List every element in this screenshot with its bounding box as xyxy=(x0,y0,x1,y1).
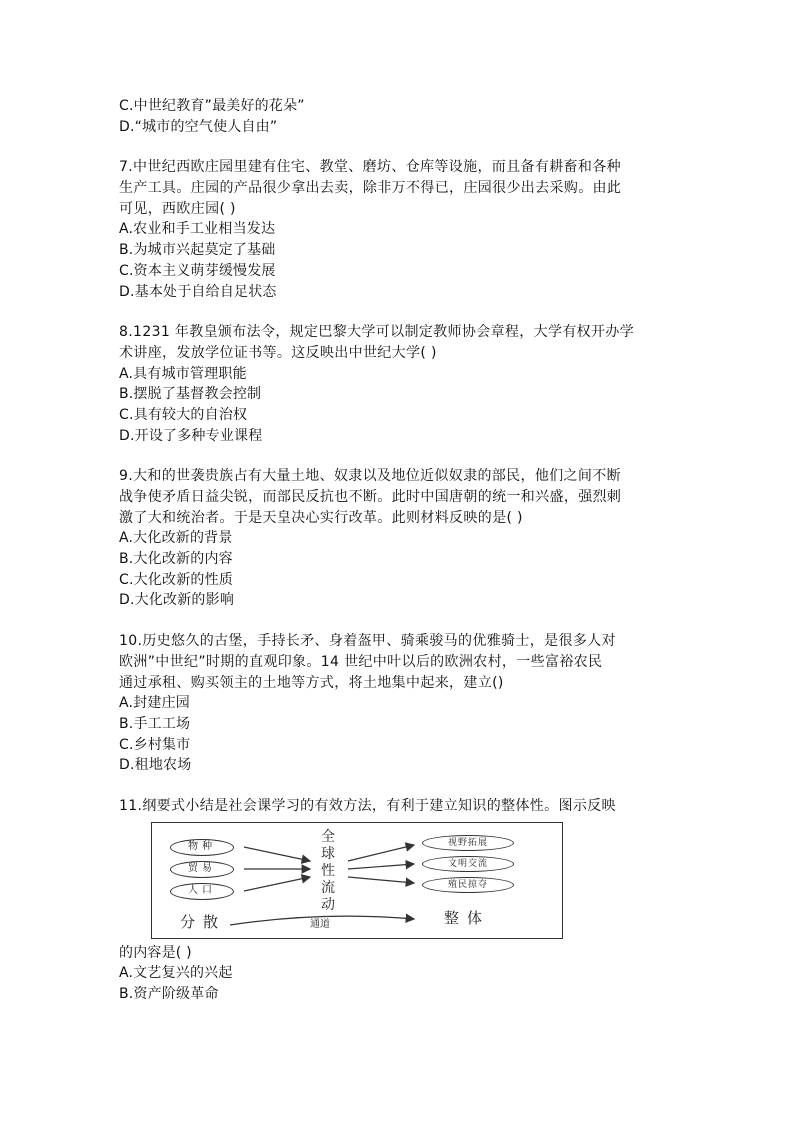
arrow-line xyxy=(244,877,310,891)
option-c: C.具有较大的自治权 xyxy=(119,406,248,423)
arrow-line xyxy=(348,877,414,883)
option-b: B.手工工场 xyxy=(119,715,191,732)
stem-line: 战争使矛盾日益尖锐，而部民反抗也不断。此时中国唐朝的统一和兴盛，强烈刺 xyxy=(119,489,622,505)
center-char: 全 xyxy=(321,828,335,845)
right-oval: 视野拓展 xyxy=(422,835,514,851)
arrow-line xyxy=(348,864,414,869)
right-oval: 殖民掠夺 xyxy=(422,877,514,893)
option-d: D.开设了多种专业课程 xyxy=(119,427,263,444)
option-d: D.基本处于自给自足状态 xyxy=(119,283,277,300)
stem-line: 可见，西欧庄园( ) xyxy=(119,200,236,217)
option-b: B.为城市兴起莫定了基础 xyxy=(119,242,276,259)
question-10-stem xyxy=(119,631,679,693)
stem-line: 激了大和统治者。于是天皇决心实行改革。此则材料反映的是( ) xyxy=(119,509,523,526)
center-char: 性 xyxy=(321,862,335,879)
left-oval: 物种 xyxy=(170,839,234,856)
flow-diagram xyxy=(151,822,563,939)
stem-line: 8.1231 年教皇颁布法令，规定巴黎大学可以制定教师协会章程，大学有权开办学 xyxy=(119,324,635,341)
option-line: D.“城市的空气使人自由” xyxy=(119,118,278,135)
option-line: C.中世纪教育”最美好的花朵” xyxy=(119,98,305,114)
label-scattered: 分散 xyxy=(180,912,227,931)
question-8 xyxy=(119,322,679,446)
question-7 xyxy=(119,157,679,302)
question-11-stem xyxy=(119,796,679,817)
stem-line: 7.中世纪西欧庄园里建有住宅、教堂、磨坊、仓库等设施，而且备有耕畜和各种 xyxy=(119,159,621,176)
stem-line: 生产工具。庄园的产品很少拿出去卖，除非万不得已，庄园很少出去采购。由此 xyxy=(119,180,622,197)
question-11 xyxy=(119,796,679,1005)
stem-line: 的内容是( ) xyxy=(119,944,192,961)
center-char: 动 xyxy=(321,896,335,913)
label-whole: 整体 xyxy=(444,908,491,927)
center-char: 流 xyxy=(321,879,335,896)
question-9 xyxy=(119,466,679,611)
stem-line: 10.历史悠久的古堡，手持长矛、身着盔甲、骑乘骏马的优雅骑士，是很多人对 xyxy=(119,633,616,650)
option-b: B.摆脱了基督教会控制 xyxy=(119,386,262,403)
option-a: A.具有城市管理职能 xyxy=(119,365,247,382)
question-10 xyxy=(119,631,679,776)
stem-line: 通过承租、购买领主的土地等方式，将土地集中起来，建立() xyxy=(119,674,504,691)
option-b: B.大化改新的内容 xyxy=(119,551,233,568)
arrow-line xyxy=(348,845,414,861)
label-channel: 通道 xyxy=(310,918,330,930)
option-d: D.大化改新的影响 xyxy=(119,592,235,609)
exam-page xyxy=(119,96,679,1005)
option-c: C.乡村集市 xyxy=(119,736,191,753)
center-char: 球 xyxy=(321,845,335,862)
arrow-line xyxy=(244,847,310,861)
option-a: A.文艺复兴的兴起 xyxy=(119,965,233,982)
question-9-stem xyxy=(119,466,679,528)
question-7-stem xyxy=(119,157,679,219)
option-b: B.资产阶级革命 xyxy=(119,986,219,1002)
option-c: C.大化改新的性质 xyxy=(119,571,234,588)
option-a: A.大化改新的背景 xyxy=(119,530,233,547)
option-c: C.资本主义萌芽缓慢发展 xyxy=(119,262,276,279)
stem-line: 9.大和的世袭贵族占有大量土地、奴隶以及地位近似奴隶的部民，他们之间不断 xyxy=(119,468,621,485)
stem-line: 术讲座，发放学位证书等。这反映出中世纪大学( ) xyxy=(119,344,437,361)
option-a: A.农业和手工业相当发达 xyxy=(119,221,276,238)
left-oval: 人口 xyxy=(170,883,234,900)
question-8-stem xyxy=(119,322,679,363)
option-a: A.封建庄园 xyxy=(119,695,190,712)
left-oval: 贸易 xyxy=(170,861,234,878)
right-oval: 文明交流 xyxy=(422,856,514,872)
center-vertical-text xyxy=(318,829,338,914)
stem-line: 欧洲”中世纪”时期的直观印象。14 世纪中叶以后的欧洲农村，一些富裕农民 xyxy=(119,653,603,670)
stem-line: 11.纲要式小结是社会课学习的有效方法，有利于建立知识的整体性。图示反映 xyxy=(119,797,616,814)
option-d: D.租地农场 xyxy=(119,757,192,774)
